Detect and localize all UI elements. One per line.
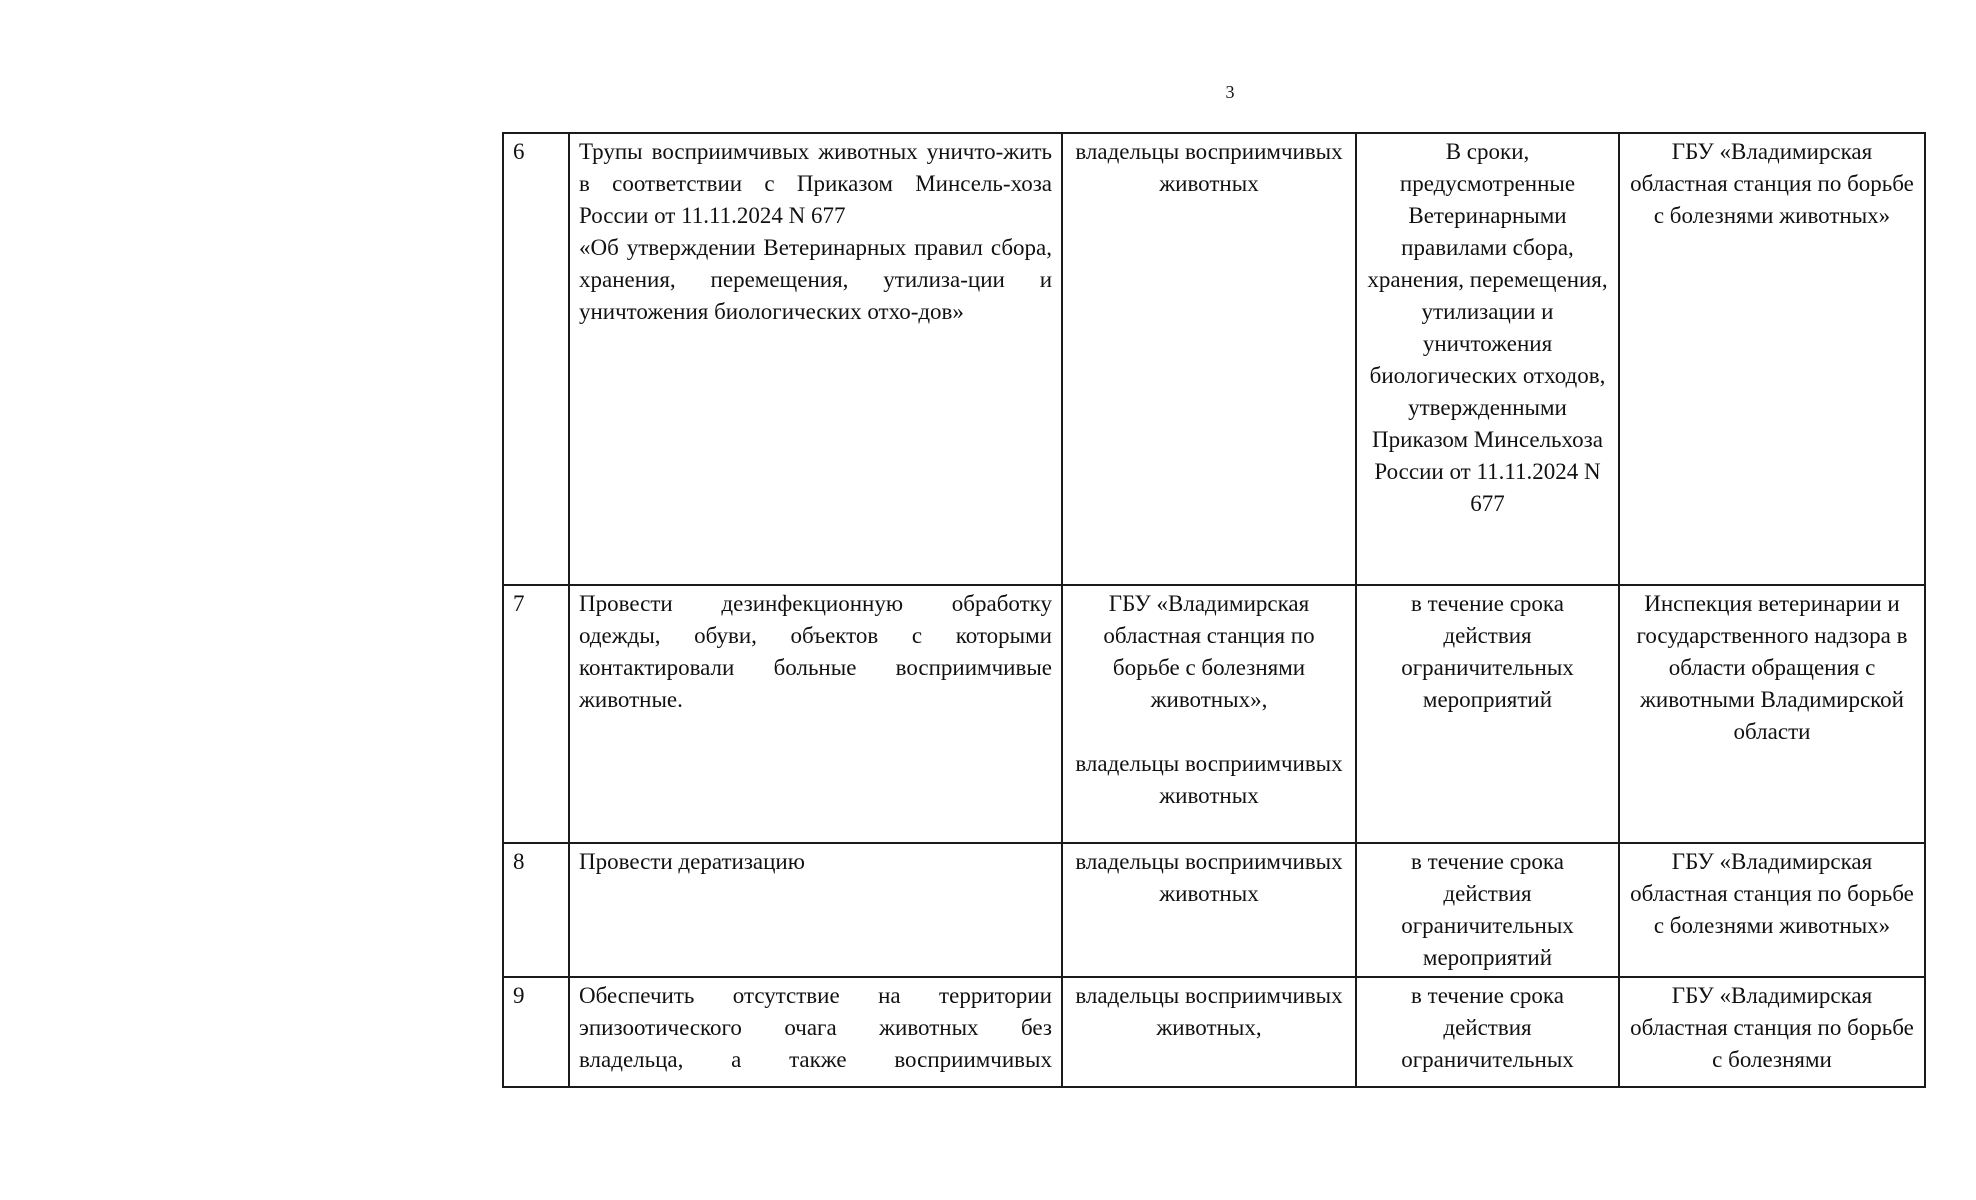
action-cell: Обеспечить отсутствие на территории эпизоотического очага животных без владельца, а также восприимчивых [569, 977, 1062, 1087]
deadline-cell: в течение срока действия ограничительных мероприятий [1356, 843, 1619, 977]
row-number: 6 [503, 133, 569, 585]
deadline-cell: в течение срока действия ограничительных [1356, 977, 1619, 1087]
table-row [503, 977, 1925, 1087]
table-row [503, 133, 1925, 585]
spacer [1072, 716, 1346, 748]
control-cell: Инспекция ветеринарии и государственного надзора в области обращения с животными Владимирской области [1619, 585, 1925, 843]
responsible-text: ГБУ «Владимирская областная станция по борьбе с болезнями животных», [1103, 591, 1315, 712]
responsible-text-extra: владельцы восприимчивых животных [1075, 751, 1343, 808]
action-cell: Провести дезинфекционную обработку одежды, обуви, объектов с которыми контактировали больные восприимчивые животные. [569, 585, 1062, 843]
control-cell: ГБУ «Владимирская областная станция по борьбе с болезнями [1619, 977, 1925, 1087]
row-number: 9 [503, 977, 569, 1087]
table-row [503, 843, 1925, 977]
measures-table [502, 132, 1926, 1088]
page-number: 3 [1225, 82, 1235, 102]
responsible-cell: владельцы восприимчивых животных [1062, 133, 1356, 585]
responsible-cell [1062, 585, 1356, 843]
action-text-extra: «Об утверждении Ветеринарных правил сбора, хранения, перемещения, утилиза-ции и уничтожения биологических отхо-дов» [579, 235, 1052, 324]
control-cell: ГБУ «Владимирская областная станция по борьбе с болезнями животных» [1619, 133, 1925, 585]
row-number: 7 [503, 585, 569, 843]
action-cell: Провести дератизацию [569, 843, 1062, 977]
deadline-cell: в течение срока действия ограничительных мероприятий [1356, 585, 1619, 843]
action-text: Трупы восприимчивых животных уничто-жить в соответствии с Приказом Минсель-хоза России от 11.11.2024 N 677 [579, 139, 1052, 228]
table-row [503, 585, 1925, 843]
responsible-cell: владельцы восприимчивых животных [1062, 843, 1356, 977]
control-cell: ГБУ «Владимирская областная станция по борьбе с болезнями животных» [1619, 843, 1925, 977]
responsible-cell: владельцы восприимчивых животных, [1062, 977, 1356, 1087]
deadline-cell: В сроки, предусмотренные Ветеринарными правилами сбора, хранения, перемещения, утилизации и уничтожения биологических отходов, утвержденными Приказом Минсельхоза России от 11.11.2024 N 677 [1356, 133, 1619, 585]
action-cell [569, 133, 1062, 585]
row-number: 8 [503, 843, 569, 977]
